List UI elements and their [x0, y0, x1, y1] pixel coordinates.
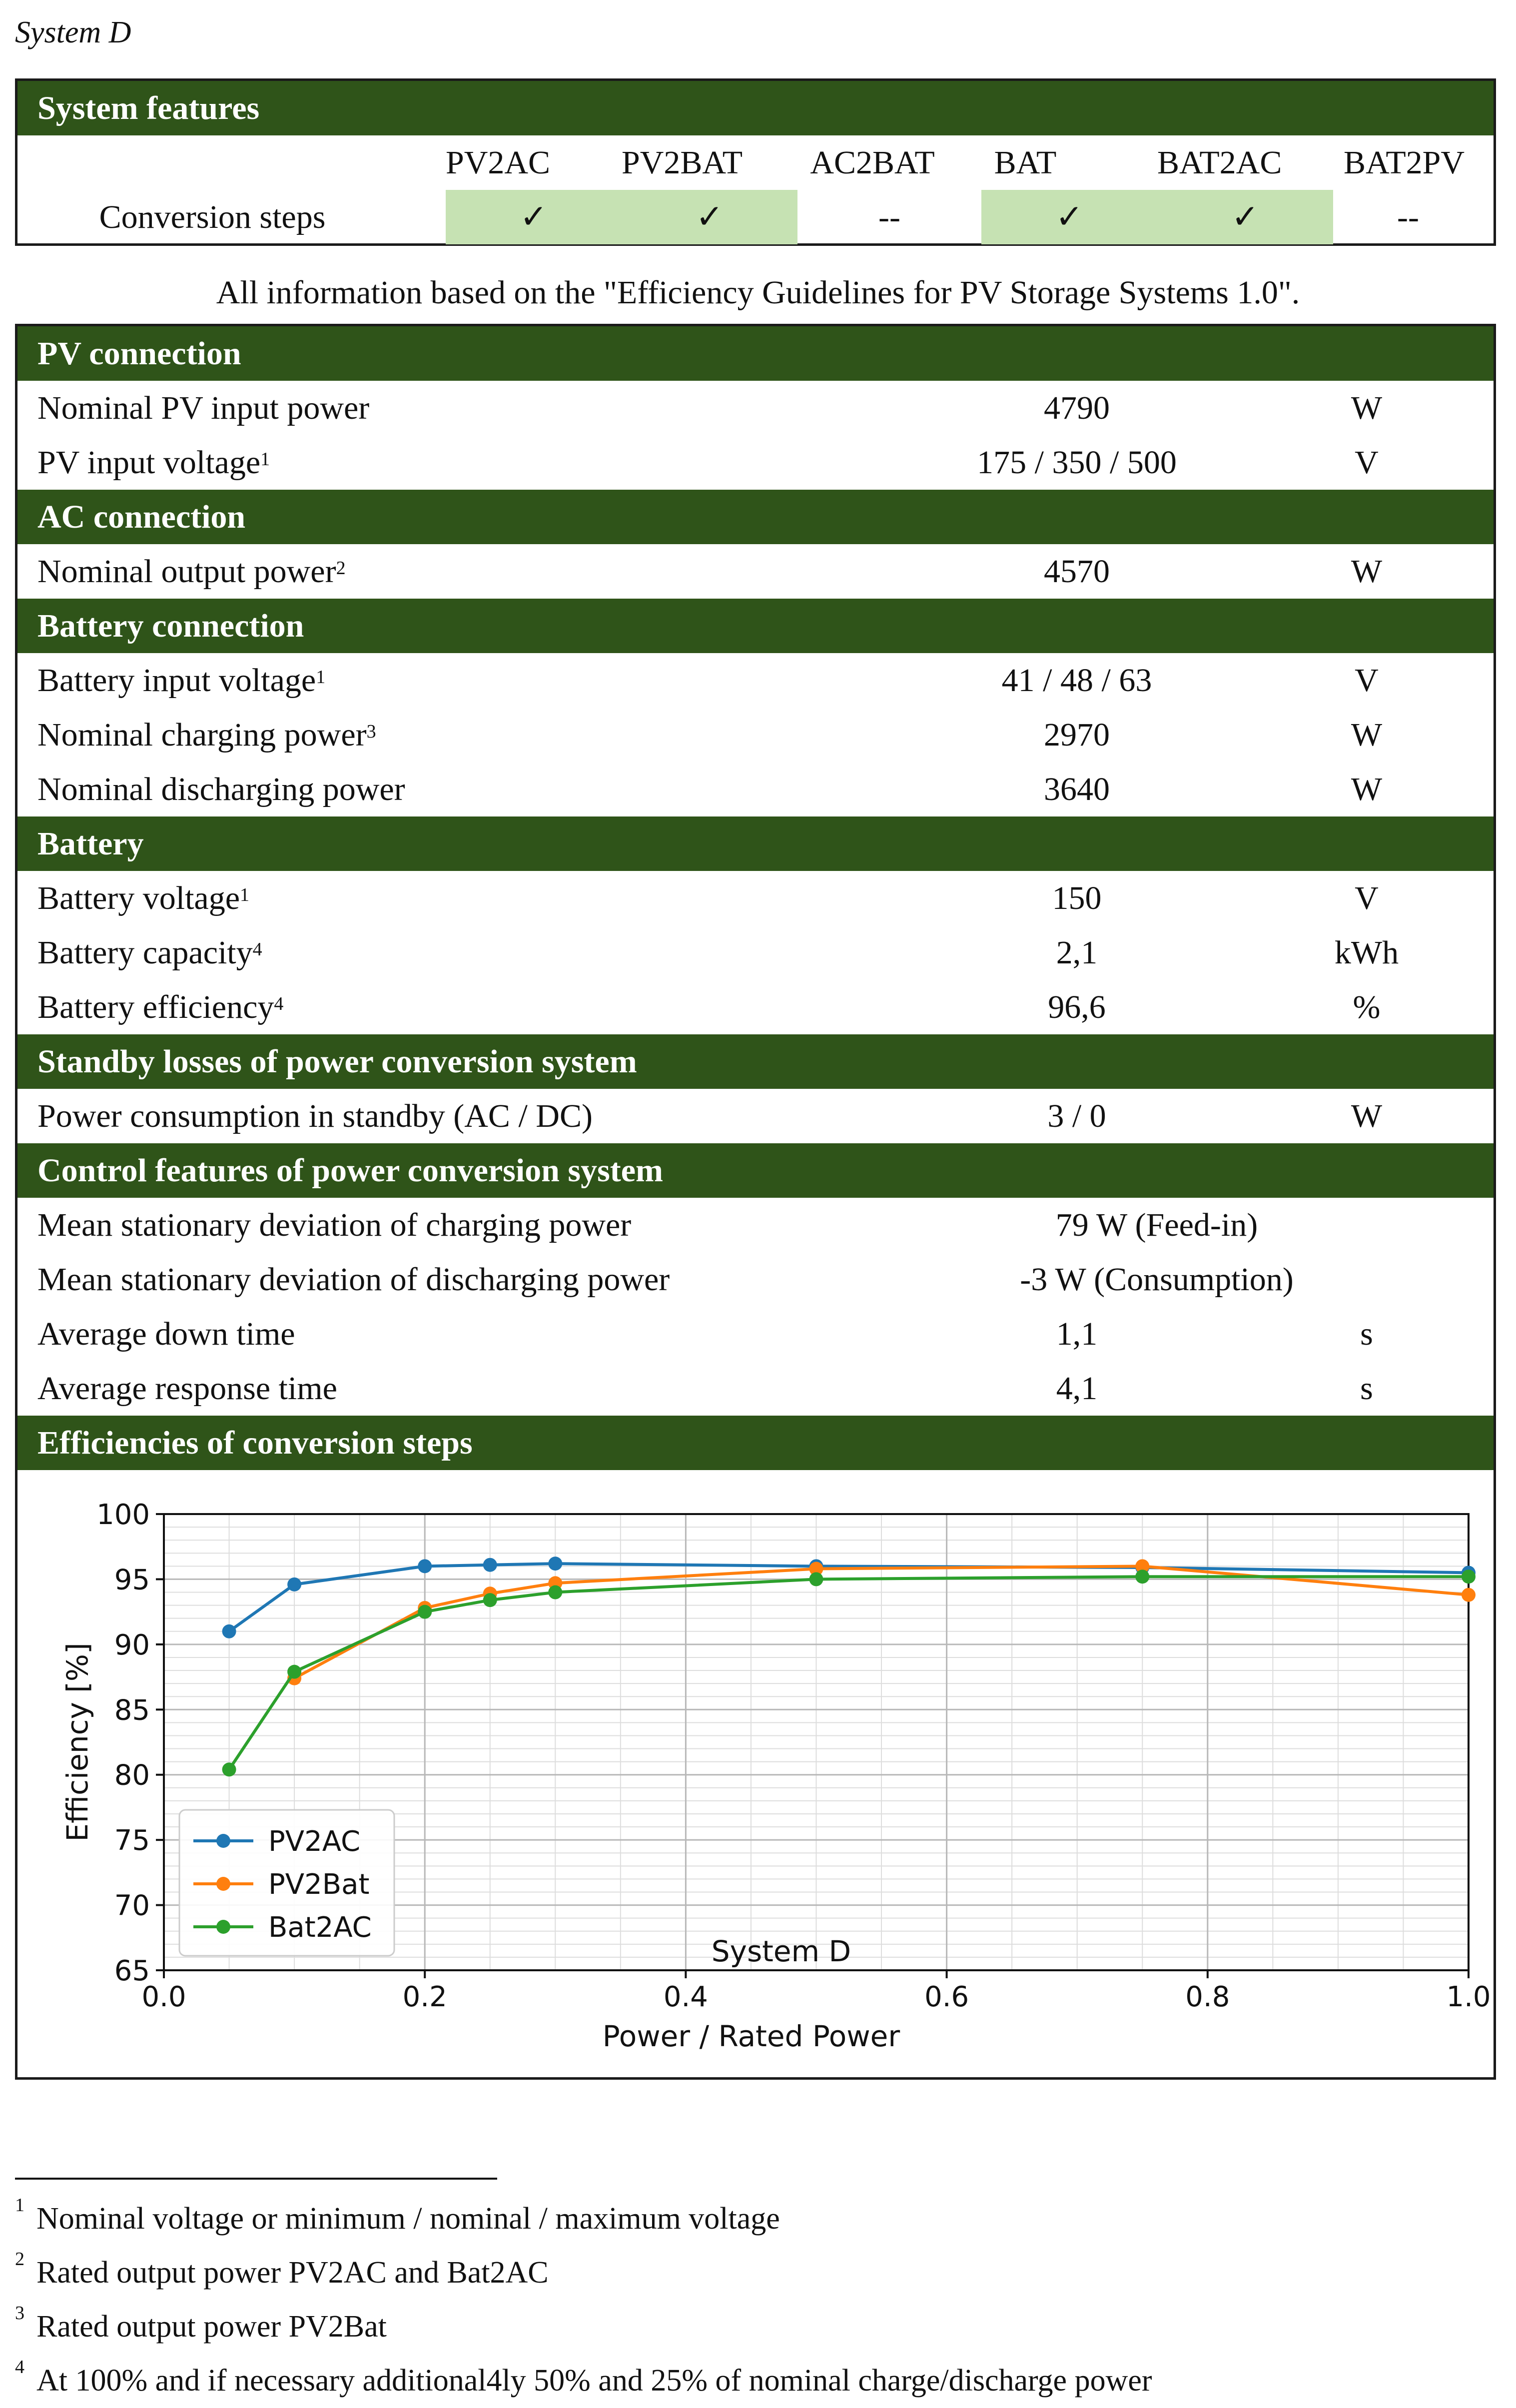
efficiency-chart-area [17, 1470, 1494, 2072]
x-tick-label: 1.0 [1446, 1981, 1491, 2013]
row-unit: W [1351, 553, 1383, 590]
row-value: 175 / 350 / 500 [977, 444, 1177, 481]
col-bat2pv: BAT2PV [1343, 144, 1465, 181]
table-row [17, 544, 1494, 599]
row-value: 4,1 [1056, 1370, 1098, 1407]
row-value: 1,1 [1056, 1316, 1098, 1352]
col-pv2bat: PV2BAT [622, 144, 743, 181]
data-point-pv2ac [222, 1624, 236, 1638]
section-header-pv-connection: PV connection [17, 326, 1494, 381]
table-row [17, 653, 1494, 708]
row-unit: s [1360, 1370, 1373, 1407]
y-tick-label: 100 [96, 1499, 150, 1531]
data-point-pv2ac [418, 1559, 432, 1573]
system-features-table [15, 78, 1496, 246]
row-label: Mean stationary deviation of charging power [37, 1207, 632, 1243]
table-row [17, 980, 1494, 1034]
row-label: PV input voltage$^1$ [37, 444, 270, 481]
step-bat2pv-value: -- [1397, 199, 1419, 235]
data-point-bat2ac [548, 1586, 562, 1600]
y-tick-label: 70 [114, 1889, 150, 1922]
row-value: 2970 [1044, 717, 1110, 753]
data-point-pv2ac [287, 1578, 301, 1592]
data-point-pv2bat [1462, 1588, 1476, 1602]
row-value: 41 / 48 / 63 [1001, 662, 1152, 699]
section-header-ac-connection: AC connection [17, 490, 1494, 544]
chart-title: System D [711, 1934, 851, 1968]
row-unit: % [1353, 989, 1381, 1025]
x-tick-label: 0.8 [1185, 1981, 1230, 2013]
section-header-battery: Battery [17, 816, 1494, 871]
guidelines-note: All information based on the "Efficiency Guidelines for PV Storage Systems 1.0". [216, 274, 1300, 311]
row-value: 2,1 [1056, 934, 1098, 971]
row-unit: W [1351, 771, 1383, 807]
footnote-4: $^4$ At 100% and if necessary additional4ly 50% and 25% of nominal charge/discharge power [15, 2357, 1152, 2398]
table-row [17, 1089, 1494, 1143]
row-value: 3640 [1044, 771, 1110, 807]
row-label: Nominal discharging power [37, 771, 405, 807]
x-tick-label: 0.6 [924, 1981, 969, 2013]
table-row [17, 708, 1494, 762]
legend-label-bat2ac: Bat2AC [268, 1911, 372, 1944]
data-point-pv2ac [548, 1557, 562, 1571]
legend-label-pv2bat: PV2Bat [268, 1868, 370, 1901]
col-pv2ac: PV2AC [446, 144, 551, 181]
section-header-standby-losses: Standby losses of power conversion system [17, 1034, 1494, 1089]
y-tick-label: 90 [114, 1628, 150, 1661]
row-unit: kWh [1334, 934, 1399, 971]
chart-x-axis-label: Power / Rated Power [602, 2019, 900, 2053]
table-row [17, 1361, 1494, 1416]
row-label: Average down time [37, 1316, 295, 1352]
table-row [17, 1198, 1494, 1252]
table-row [17, 762, 1494, 816]
step-bat2ac-check: ✓ [1157, 190, 1333, 244]
table-row [17, 1252, 1494, 1307]
data-point-bat2ac [809, 1572, 823, 1586]
efficiency-chart [17, 1470, 1494, 2072]
chart-y-axis-label: Efficiency [%] [60, 1642, 94, 1842]
section-header-features: System features [17, 81, 1494, 135]
section-header-control-features: Control features of power conversion system [17, 1143, 1494, 1198]
step-bat-check: ✓ [981, 190, 1157, 244]
data-point-pv2ac [483, 1558, 497, 1572]
row-value: 79 W (Feed-in) [1055, 1207, 1258, 1243]
row-label: Battery voltage$^1$ [37, 880, 250, 916]
x-tick-label: 0.0 [141, 1981, 186, 2013]
table-row [17, 381, 1494, 435]
footnote-ref: 4 [274, 993, 284, 1014]
row-unit: W [1351, 1098, 1383, 1134]
section-header-battery-connection: Battery connection [17, 599, 1494, 653]
row-label: Battery efficiency$^4$ [37, 989, 284, 1025]
row-unit: V [1355, 444, 1379, 481]
chart-series [222, 1557, 1476, 1776]
table-row [17, 925, 1494, 980]
row-value: 3 / 0 [1047, 1098, 1106, 1134]
legend-marker-pv2bat [216, 1877, 230, 1891]
footnote-ref: 1 [260, 449, 270, 470]
footnote-ref: 1 [316, 667, 326, 688]
y-tick-label: 65 [114, 1955, 150, 1987]
row-value: 96,6 [1048, 989, 1106, 1025]
legend-marker-bat2ac [216, 1920, 230, 1934]
y-tick-label: 95 [114, 1564, 150, 1597]
footnote-1: $^1$ Nominal voltage or minimum / nominal / maximum voltage [15, 2195, 780, 2236]
x-tick-label: 0.4 [663, 1981, 708, 2013]
row-unit: W [1351, 717, 1383, 753]
footnote-3: $^3$ Rated output power PV2Bat [15, 2303, 387, 2344]
step-pv2bat-check: ✓ [622, 190, 797, 244]
col-ac2bat: AC2BAT [810, 144, 935, 181]
row-unit: V [1355, 662, 1379, 699]
table-row [17, 871, 1494, 925]
system-title: System D [15, 15, 131, 49]
row-value: 4570 [1044, 553, 1110, 590]
section-header-efficiencies: Efficiencies of conversion steps [17, 1416, 1494, 1470]
data-point-bat2ac [483, 1593, 497, 1607]
table-row [17, 1307, 1494, 1361]
row-value: -3 W (Consumption) [1020, 1261, 1294, 1298]
row-label: Battery input voltage$^1$ [37, 662, 326, 699]
row-label: Power consumption in standby (AC / DC) [37, 1098, 593, 1134]
row-unit: V [1355, 880, 1379, 916]
row-label: Average response time [37, 1370, 337, 1407]
row-value: 150 [1052, 880, 1102, 916]
step-pv2ac-check: ✓ [446, 190, 622, 244]
step-ac2bat-value: -- [878, 199, 900, 235]
row-unit: s [1360, 1316, 1373, 1352]
row-label: Nominal PV input power [37, 390, 370, 426]
row-value: 4790 [1044, 390, 1110, 426]
footnote-ref: 4 [252, 939, 262, 960]
y-tick-label: 75 [114, 1824, 150, 1857]
y-tick-label: 80 [114, 1759, 150, 1792]
y-tick-label: 85 [114, 1694, 150, 1727]
footnote-ref: 2 [336, 558, 346, 579]
row-label: Battery capacity$^4$ [37, 934, 262, 971]
footnote-ref: 3 [366, 721, 376, 742]
table-row [17, 435, 1494, 490]
row-label: Nominal charging power$^3$ [37, 717, 376, 753]
conversion-steps-row [17, 190, 1494, 244]
data-point-bat2ac [1135, 1570, 1149, 1584]
features-column-row [17, 135, 1494, 190]
footnote-divider [15, 2178, 497, 2180]
data-point-bat2ac [1462, 1570, 1476, 1584]
data-point-bat2ac [418, 1605, 432, 1619]
data-point-bat2ac [287, 1665, 301, 1679]
conversion-steps-label: Conversion steps [99, 199, 326, 235]
x-tick-label: 0.2 [402, 1981, 447, 2013]
col-bat: BAT [994, 144, 1057, 181]
series-line-pv2ac [229, 1564, 1469, 1631]
row-unit: W [1351, 390, 1383, 426]
row-label: Mean stationary deviation of discharging power [37, 1261, 670, 1298]
chart-legend [179, 1810, 394, 1956]
footnote-ref: 1 [240, 884, 250, 905]
col-bat2ac: BAT2AC [1157, 144, 1282, 181]
legend-label-pv2ac: PV2AC [268, 1825, 361, 1858]
row-label: Nominal output power$^2$ [37, 553, 346, 590]
system-data-table [15, 324, 1496, 2080]
legend-marker-pv2ac [216, 1834, 230, 1848]
footnote-2: $^2$ Rated output power PV2AC and Bat2AC [15, 2249, 549, 2290]
data-point-bat2ac [222, 1762, 236, 1776]
